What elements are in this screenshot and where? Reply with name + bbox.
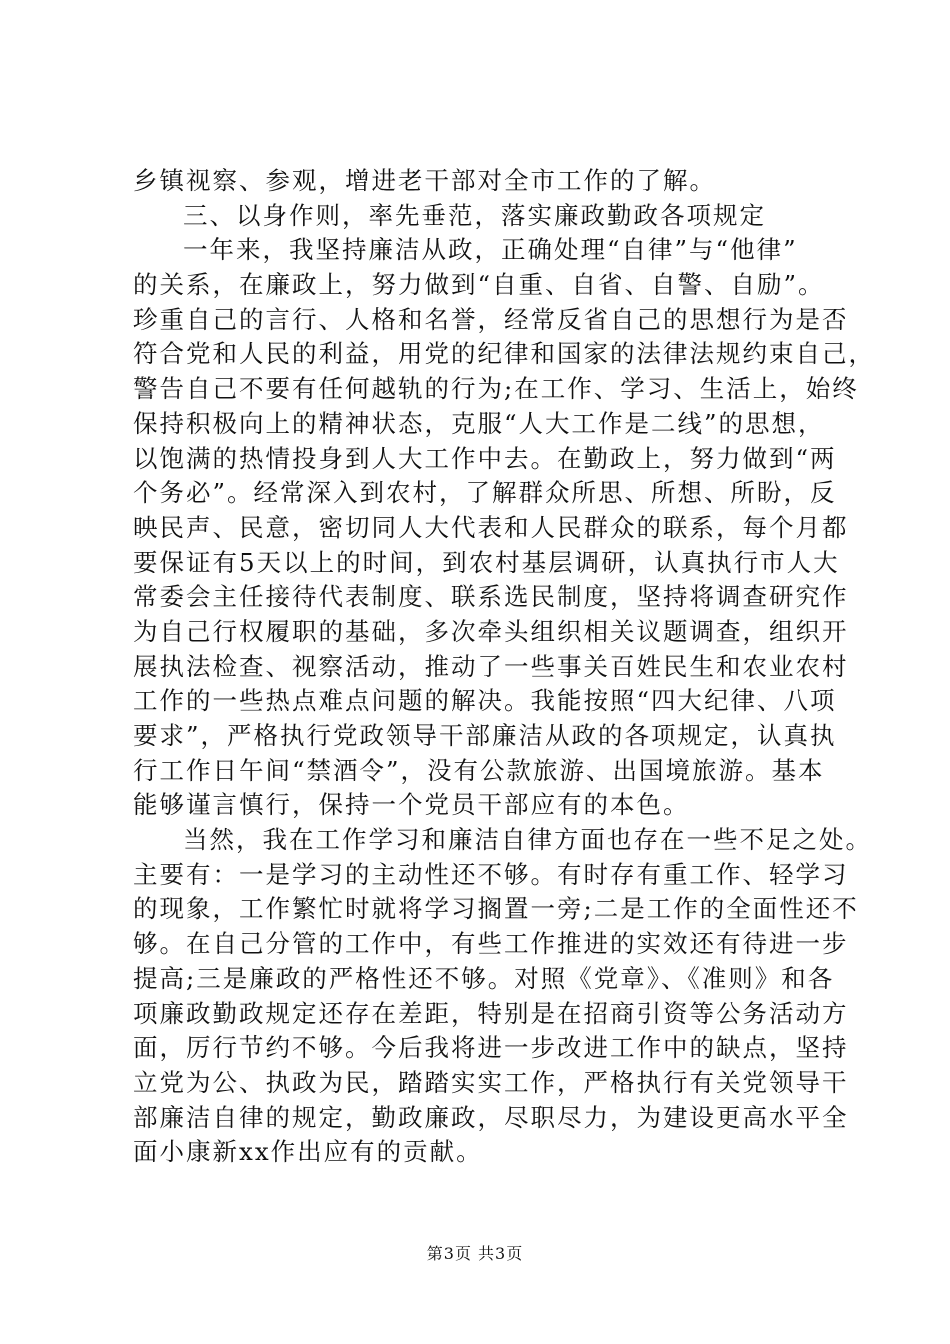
text-line: 个务必”。经常深入到农村，了解群众所思、所想、所盼，反 [133, 478, 837, 508]
text-line: 行工作日午间“禁酒令”，没有公款旅游、出国境旅游。基本 [133, 755, 825, 785]
section-heading: 三、以身作则，率先垂范，落实廉政勤政各项规定 [183, 200, 766, 230]
text-line: 为自己行权履职的基础，多次牵头组织相关议题调查，组织开 [133, 616, 849, 646]
text-line: 的关系，在廉政上，努力做到“自重、自省、自警、自励”。 [133, 270, 825, 300]
text-line: 主要有：一是学习的主动性还不够。有时存有重工作、轻学习 [133, 859, 849, 889]
text-line: 面，厉行节约不够。今后我将进一步改进工作中的缺点，坚持 [133, 1033, 849, 1063]
text-line: 当然，我在工作学习和廉洁自律方面也存在一些不足之处。 [183, 825, 872, 855]
text-line: 部廉洁自律的规定，勤政廉政，尽职尽力，为建设更高水平全 [133, 1102, 849, 1132]
document-body [133, 164, 875, 1170]
text-line: 提高;三是廉政的严格性还不够。对照《党章》、《准则》和各 [133, 963, 835, 993]
page-number-footer: 第3页 共3页 [426, 1244, 524, 1263]
text-line: 要求”，严格执行党政领导干部廉洁从政的各项规定，认真执 [133, 721, 837, 750]
text-line: 立党为公、执政为民，踏踏实实工作，严格执行有关党领导干 [133, 1067, 849, 1097]
text-line: 警告自己不要有任何越轨的行为;在工作、学习、生活上，始终 [133, 374, 859, 404]
text-line: 映民声、民意，密切同人大代表和人民群众的联系，每个月都 [133, 512, 849, 542]
text-line: 要保证有5天以上的时间，到农村基层调研，认真执行市人大 [133, 547, 840, 577]
text-line: 工作的一些热点难点问题的解决。我能按照“四大纪律、八项 [133, 686, 837, 716]
text-line: 符合党和人民的利益，用党的纪律和国家的法律法规约束自己， [133, 339, 875, 369]
text-line: 展执法检查、视察活动，推动了一些事关百姓民生和农业农村 [133, 651, 849, 681]
text-line: 一年来，我坚持廉洁从政，正确处理“自律”与“他律” [183, 235, 798, 265]
text-line: 珍重自己的言行、人格和名誉，经常反省自己的思想行为是否 [133, 304, 849, 334]
text-line: 乡镇视察、参观，增进老干部对全市工作的了解。 [133, 166, 716, 195]
text-line: 常委会主任接待代表制度、联系选民制度，坚持将调查研究作 [133, 582, 849, 612]
text-line: 够。在自己分管的工作中，有些工作推进的实效还有待进一步 [133, 929, 849, 959]
text-line: 的现象，工作繁忙时就将学习搁置一旁;二是工作的全面性还不 [133, 894, 859, 924]
text-line: 能够谨言慎行，保持一个党员干部应有的本色。 [133, 790, 690, 820]
text-line: 以饱满的热情投身到人大工作中去。在勤政上，努力做到“两 [133, 443, 837, 473]
text-line: 项廉政勤政规定还存在差距，特别是在招商引资等公务活动方 [133, 998, 849, 1028]
text-line: 保持积极向上的精神状态，克服“人大工作是二线”的思想， [133, 408, 825, 438]
text-line: 面小康新xx作出应有的贡献。 [133, 1137, 483, 1167]
